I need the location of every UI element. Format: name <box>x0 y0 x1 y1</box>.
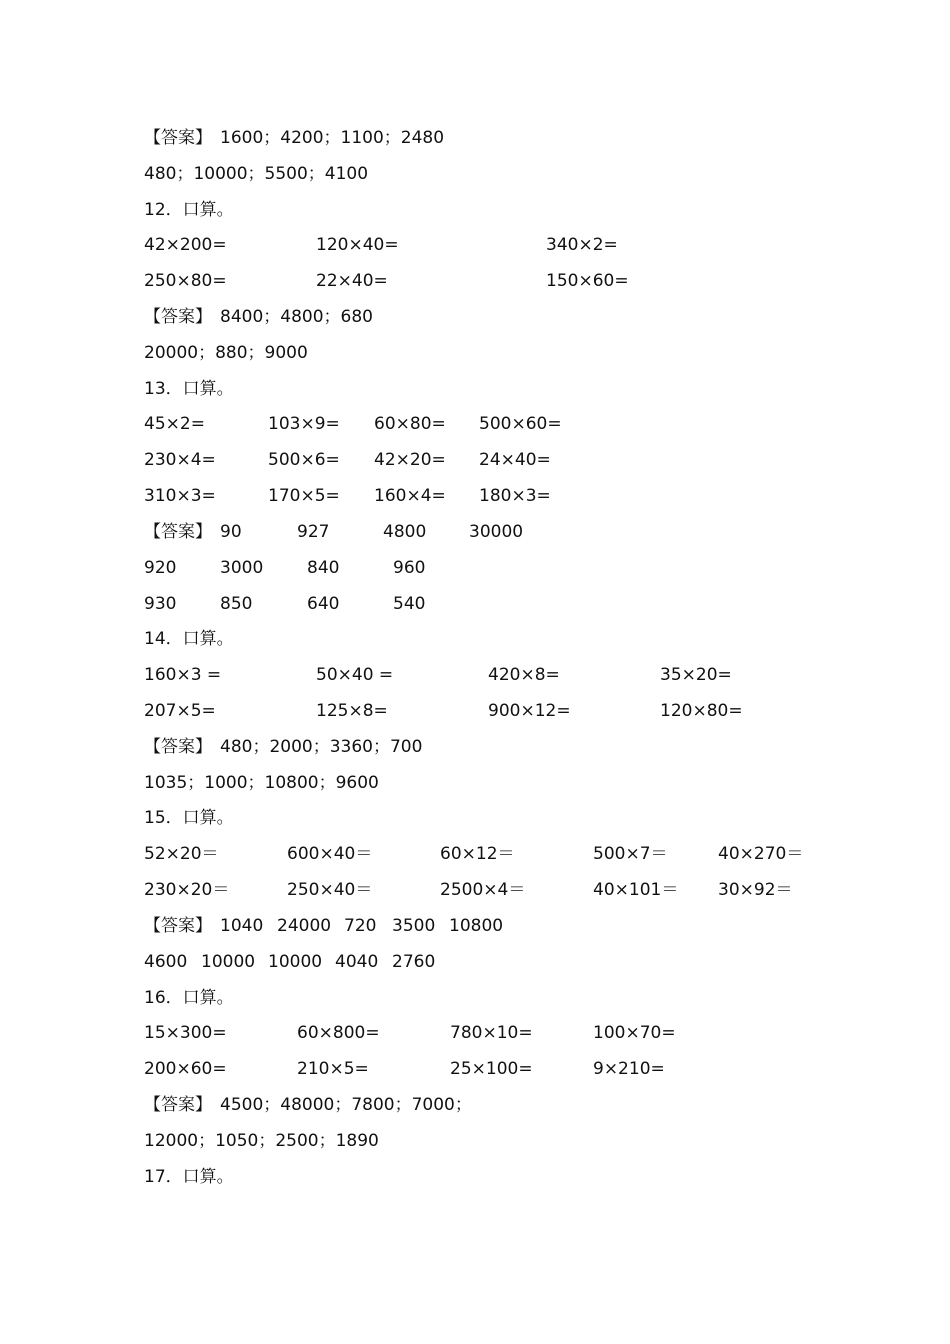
problem-item: 50×40 = <box>316 665 394 685</box>
section-title: 13．口算。 <box>144 379 234 399</box>
answer-text: 8400；4800；680 <box>220 307 373 327</box>
problem-item: 22×40= <box>316 271 388 291</box>
answer-value: 960 <box>393 558 426 578</box>
problem-item: 340×2= <box>546 235 618 255</box>
section-title: 15．口算。 <box>144 808 234 828</box>
problem-item: 45×2= <box>144 414 205 434</box>
problem-item: 60×12＝ <box>440 844 515 864</box>
answer-text: 480；2000；3360；700 <box>220 737 423 757</box>
answer-value: 920 <box>144 558 177 578</box>
answer-value: 2760 <box>392 952 436 972</box>
problem-item: 600×40＝ <box>287 844 373 864</box>
problem-item: 42×200= <box>144 235 227 255</box>
answer-text: 1600；4200；1100；2480 <box>220 128 445 148</box>
problem-item: 310×3= <box>144 486 216 506</box>
problem-item: 120×80= <box>660 701 743 721</box>
answer-value: 540 <box>393 594 426 614</box>
section-title: 17．口算。 <box>144 1167 234 1187</box>
answer-text: 1035；1000；10800；9600 <box>144 773 379 793</box>
answer-value: 10000 <box>268 952 323 972</box>
problem-item: 120×40= <box>316 235 399 255</box>
problem-item: 500×60= <box>479 414 562 434</box>
problem-item: 24×40= <box>479 450 551 470</box>
answer-value: 930 <box>144 594 177 614</box>
problem-item: 150×60= <box>546 271 629 291</box>
problem-item: 30×92＝ <box>718 880 793 900</box>
problem-item: 25×100= <box>450 1059 533 1079</box>
problem-item: 180×3= <box>479 486 551 506</box>
problem-item: 15×300= <box>144 1023 227 1043</box>
answer-label: 【答案】 <box>144 1095 212 1115</box>
problem-item: 40×270＝ <box>718 844 804 864</box>
answer-value: 90 <box>220 522 242 542</box>
problem-item: 170×5= <box>268 486 340 506</box>
answer-text: 20000；880；9000 <box>144 343 308 363</box>
answer-text: 480；10000；5500；4100 <box>144 164 369 184</box>
answer-label: 【答案】 <box>144 128 212 148</box>
problem-item: 207×5= <box>144 701 216 721</box>
problem-item: 2500×4＝ <box>440 880 526 900</box>
problem-item: 42×20= <box>374 450 446 470</box>
answer-value: 850 <box>220 594 253 614</box>
answer-value: 640 <box>307 594 340 614</box>
problem-item: 780×10= <box>450 1023 533 1043</box>
answer-value: 4600 <box>144 952 188 972</box>
problem-item: 35×20= <box>660 665 732 685</box>
answer-value: 10800 <box>449 916 504 936</box>
answer-value: 24000 <box>277 916 332 936</box>
problem-item: 230×20＝ <box>144 880 230 900</box>
problem-item: 230×4= <box>144 450 216 470</box>
problem-item: 250×80= <box>144 271 227 291</box>
answer-text: 12000；1050；2500；1890 <box>144 1131 379 1151</box>
problem-item: 100×70= <box>593 1023 676 1043</box>
answer-label: 【答案】 <box>144 737 212 757</box>
problem-item: 160×3 = <box>144 665 222 685</box>
answer-value: 927 <box>297 522 330 542</box>
problem-item: 250×40＝ <box>287 880 373 900</box>
answer-value: 3500 <box>392 916 436 936</box>
problem-item: 40×101＝ <box>593 880 679 900</box>
answer-value: 10000 <box>201 952 256 972</box>
answer-value: 720 <box>344 916 377 936</box>
problem-item: 125×8= <box>316 701 388 721</box>
problem-item: 9×210= <box>593 1059 665 1079</box>
answer-value: 3000 <box>220 558 264 578</box>
problem-item: 200×60= <box>144 1059 227 1079</box>
problem-item: 103×9= <box>268 414 340 434</box>
answer-label: 【答案】 <box>144 522 212 542</box>
problem-item: 500×6= <box>268 450 340 470</box>
section-title: 14．口算。 <box>144 629 234 649</box>
problem-item: 500×7＝ <box>593 844 668 864</box>
answer-value: 1040 <box>220 916 264 936</box>
problem-item: 52×20＝ <box>144 844 219 864</box>
problem-item: 60×80= <box>374 414 446 434</box>
answer-label: 【答案】 <box>144 916 212 936</box>
answer-value: 840 <box>307 558 340 578</box>
problem-item: 60×800= <box>297 1023 380 1043</box>
answer-value: 30000 <box>469 522 524 542</box>
answer-label: 【答案】 <box>144 307 212 327</box>
section-title: 16．口算。 <box>144 988 234 1008</box>
answer-value: 4800 <box>383 522 427 542</box>
problem-item: 160×4= <box>374 486 446 506</box>
answer-value: 4040 <box>335 952 379 972</box>
section-title: 12．口算。 <box>144 200 234 220</box>
problem-item: 210×5= <box>297 1059 369 1079</box>
problem-item: 420×8= <box>488 665 560 685</box>
problem-item: 900×12= <box>488 701 571 721</box>
answer-text: 4500；48000；7800；7000； <box>220 1095 472 1115</box>
